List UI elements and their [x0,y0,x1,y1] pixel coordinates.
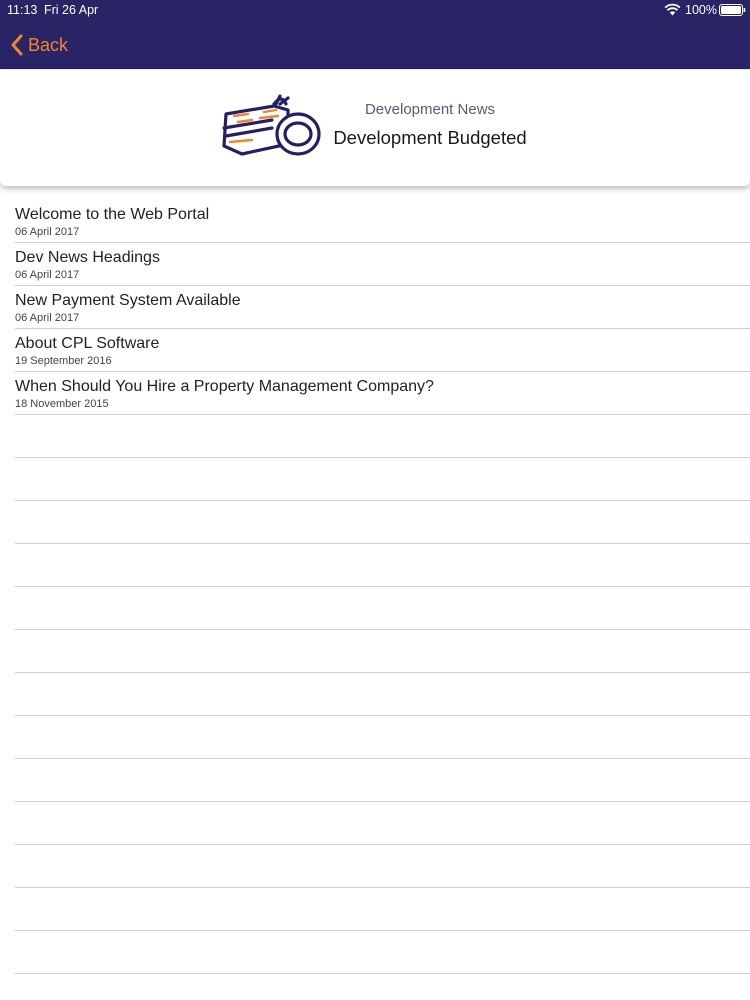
empty-row [15,587,750,630]
article-title: New Payment System Available [15,292,241,309]
article-date: 06 April 2017 [15,226,80,238]
back-label: Back [28,34,69,55]
status-bar [0,0,750,20]
navigation-bar [0,0,750,69]
news-header [0,69,750,186]
list-item[interactable] [15,243,750,286]
empty-row [15,888,750,931]
article-date: 18 November 2015 [15,398,109,410]
article-date: 19 September 2016 [15,355,112,367]
list-item[interactable] [15,372,750,415]
empty-list-rows [0,415,750,974]
back-button[interactable] [10,32,68,58]
list-item[interactable] [15,329,750,372]
article-title: When Should You Hire a Property Management Company? [15,378,434,395]
chevron-left-icon [10,34,24,56]
empty-row [15,673,750,716]
empty-row [15,544,750,587]
empty-row [15,845,750,888]
empty-row [15,458,750,501]
article-title: Dev News Headings [15,249,160,266]
empty-row [15,501,750,544]
header-title: Development Budgeted [333,127,527,148]
empty-row [15,415,750,458]
status-date: Fri 26 Apr [44,3,99,17]
wifi-icon [664,3,681,16]
header-subtitle: Development News [364,101,496,118]
empty-row [15,716,750,759]
status-time: 11:13 [7,3,38,17]
article-date: 06 April 2017 [15,269,80,281]
empty-row [15,802,750,845]
article-title: About CPL Software [15,335,160,352]
battery-icon [719,4,746,16]
list-item[interactable] [15,200,750,243]
battery-percentage: 100% [685,3,717,17]
article-title: Welcome to the Web Portal [15,206,210,223]
news-list [0,200,750,974]
empty-row [15,759,750,802]
article-date: 06 April 2017 [15,312,80,324]
empty-row [15,931,750,974]
empty-row [15,630,750,673]
list-item[interactable] [15,286,750,329]
